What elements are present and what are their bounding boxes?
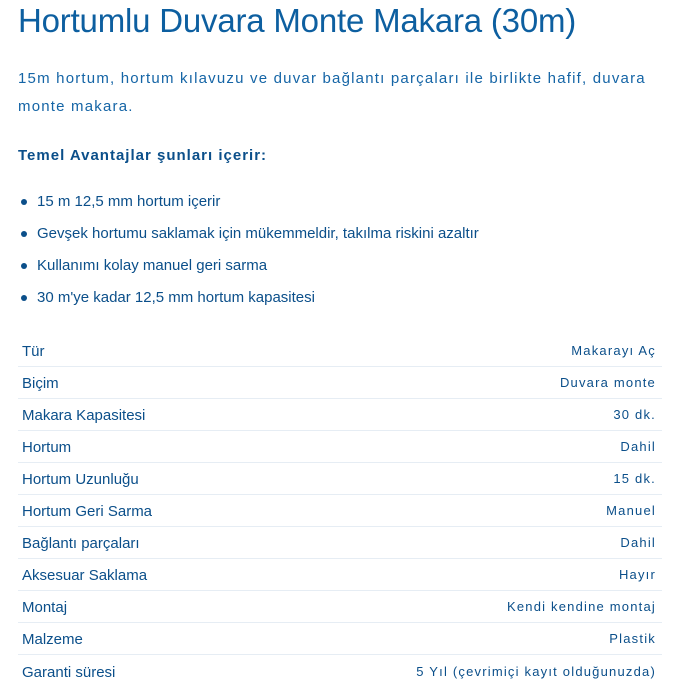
spec-label: Garanti süresi [22, 663, 116, 681]
spec-label: Malzeme [22, 631, 83, 648]
spec-row-reel-capacity [18, 399, 662, 431]
spec-row-type [18, 335, 662, 367]
spec-value: Dahil [620, 535, 656, 550]
spec-label: Aksesuar Saklama [22, 567, 148, 584]
bullet-icon [21, 295, 27, 301]
benefit-text: 15 m 12,5 mm hortum içerir [37, 193, 221, 210]
bullet-icon [21, 199, 27, 205]
benefit-text: Kullanımı kolay manuel geri sarma [37, 257, 268, 274]
spec-value: Duvara monte [559, 375, 656, 390]
benefit-text: 30 m'ye kadar 12,5 mm hortum kapasitesi [37, 289, 315, 306]
spec-label: Hortum [22, 439, 72, 456]
spec-row-material [18, 623, 662, 655]
spec-row-hose-length [18, 463, 662, 495]
spec-label: Montaj [22, 599, 68, 616]
benefit-item [18, 186, 479, 218]
benefit-list [18, 186, 479, 314]
benefit-text: Gevşek hortumu saklamak için mükemmeldir, takılma riskini azaltır [37, 225, 479, 242]
spec-row-hose-rewind [18, 495, 662, 527]
spec-label: Bağlantı parçaları [22, 535, 140, 552]
spec-row-hose [18, 431, 662, 463]
spec-label: Hortum Geri Sarma [22, 503, 153, 520]
spec-value: 15 dk. [613, 471, 656, 486]
spec-value: Manuel [606, 503, 656, 518]
spec-label: Tür [22, 343, 45, 360]
spec-value: Hayır [618, 567, 656, 582]
spec-row-warranty [18, 655, 662, 687]
spec-row-format [18, 367, 662, 399]
spec-value: Plastik [609, 631, 656, 646]
bullet-icon [21, 231, 27, 237]
specifications-table [18, 335, 662, 687]
spec-label: Makara Kapasitesi [22, 407, 146, 424]
spec-row-assembly [18, 591, 662, 623]
spec-value: Dahil [620, 439, 656, 454]
spec-value: 5 Yıl (çevrimiçi kayıt olduğunuzda) [416, 663, 656, 679]
benefit-item [18, 250, 479, 282]
spec-value: 30 dk. [613, 407, 656, 422]
benefit-item [18, 282, 479, 314]
benefits-heading: Temel Avantajlar şunları içerir: [18, 147, 268, 164]
spec-row-accessory-storage [18, 559, 662, 591]
spec-row-fittings [18, 527, 662, 559]
spec-value: Makarayı Aç [571, 343, 656, 358]
spec-value: Kendi kendine montaj [506, 599, 656, 614]
bullet-icon [21, 263, 27, 269]
spec-label: Hortum Uzunluğu [22, 471, 139, 488]
product-title: Hortumlu Duvara Monte Makara (30m) [18, 2, 577, 39]
spec-label: Biçim [22, 375, 59, 392]
benefit-item [18, 218, 479, 250]
product-description: 15m hortum, hortum kılavuzu ve duvar bağlantı parçaları ile birlikte hafif, duvara monte makara. [18, 70, 646, 115]
